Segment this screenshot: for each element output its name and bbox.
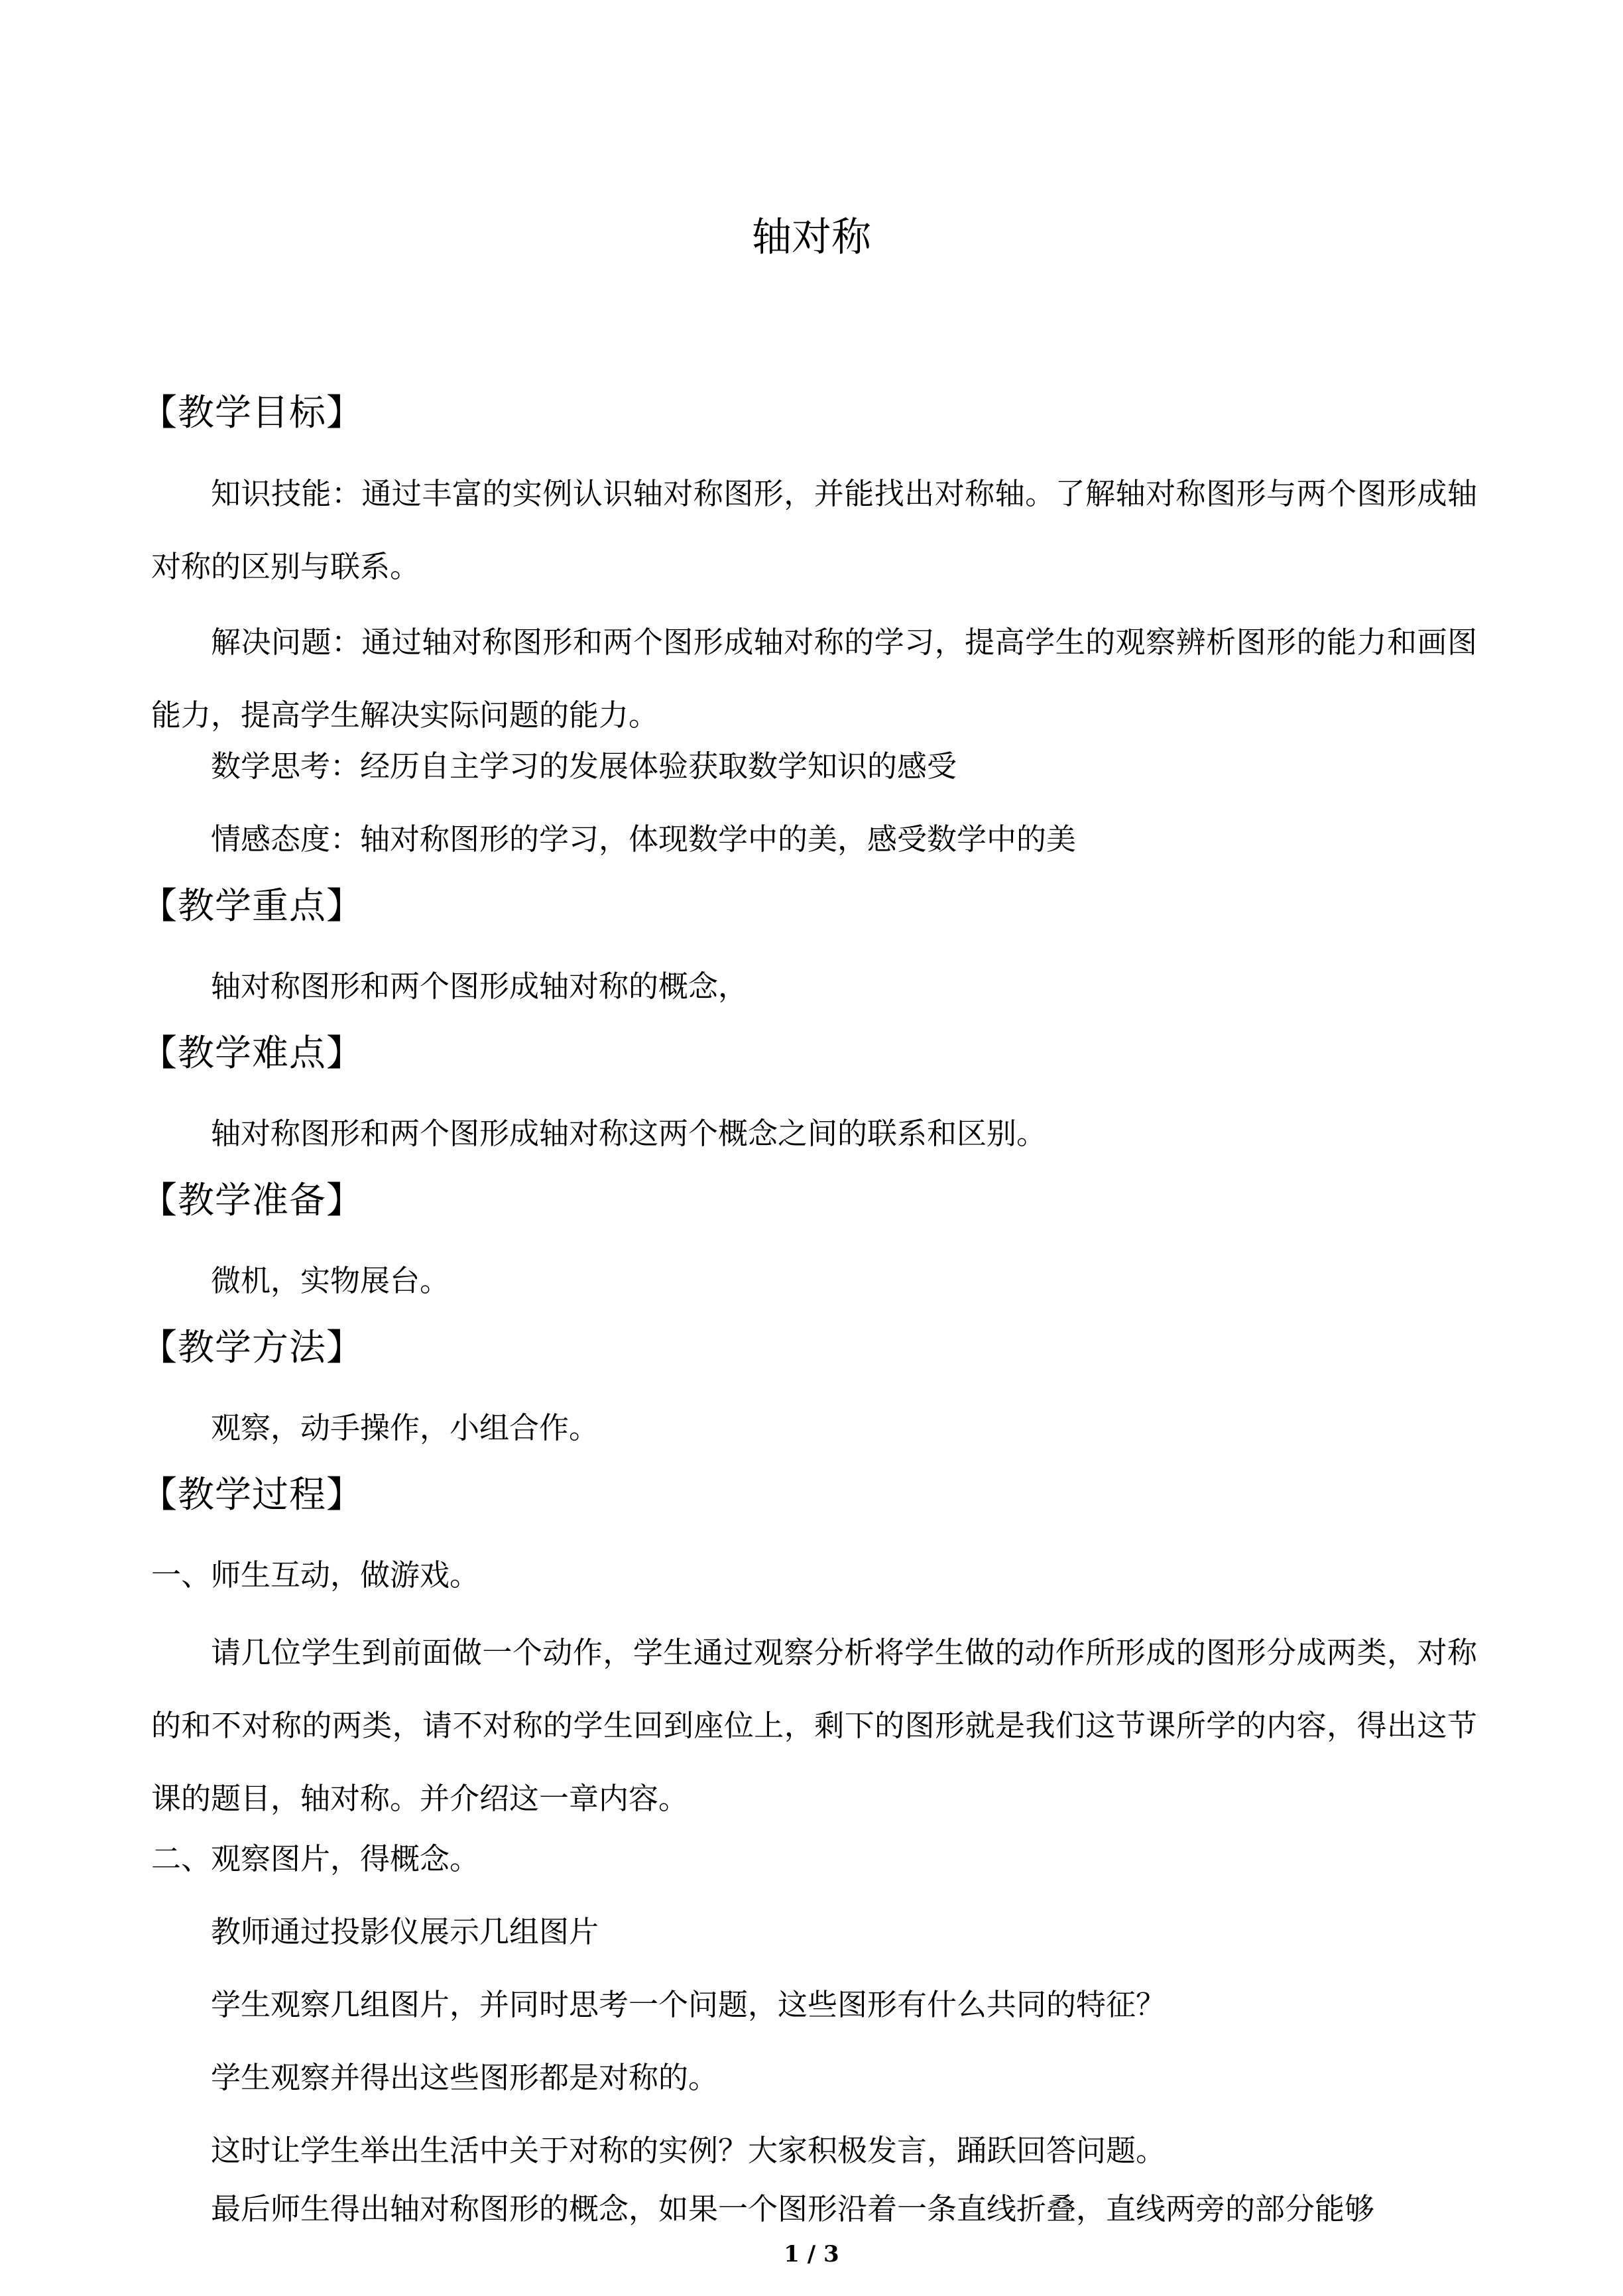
process-step2-paragraph-1: 教师通过投影仪展示几组图片: [211, 1914, 599, 1949]
heading-key-points: 【教学重点】: [141, 884, 364, 927]
heading-preparation: 【教学准备】: [141, 1179, 364, 1221]
paragraph-preparation: 微机，实物展台。: [211, 1263, 450, 1298]
process-step2-paragraph-4: 这时让学生举出生活中关于对称的实例？大家积极发言，踊跃回答问题。: [211, 2133, 1166, 2168]
process-step2-paragraph-3: 学生观察并得出这些图形都是对称的。: [211, 2060, 719, 2095]
process-step1-title: 一、师生互动，做游戏。: [151, 1557, 480, 1593]
paragraph-knowledge-skills: 知识技能：通过丰富的实例认识轴对称图形，并能找出对称轴。了解轴对称图形与两个图形成轴对称的区别与联系。: [151, 476, 1477, 584]
paragraph-problem-solving: 解决问题：通过轴对称图形和两个图形成轴对称的学习，提高学生的观察辨析图形的能力和画图能力，提高学生解决实际问题的能力。: [151, 625, 1477, 733]
heading-teaching-goals: 【教学目标】: [141, 391, 364, 434]
paragraph-methods: 观察，动手操作，小组合作。: [211, 1410, 599, 1445]
process-step2-paragraph-5: 最后师生得出轴对称图形的概念，如果一个图形沿着一条直线折叠，直线两旁的部分能够: [211, 2191, 1375, 2226]
heading-methods: 【教学方法】: [141, 1326, 364, 1368]
paragraph-math-thinking: 数学思考：经历自主学习的发展体验获取数学知识的感受: [211, 749, 957, 784]
heading-process: 【教学过程】: [141, 1473, 364, 1516]
paragraph-difficulties: 轴对称图形和两个图形成轴对称这两个概念之间的联系和区别。: [211, 1116, 1047, 1151]
heading-difficulties: 【教学难点】: [141, 1032, 364, 1074]
process-step1-paragraph: 请几位学生到前面做一个动作，学生通过观察分析将学生做的动作所形成的图形分成两类，对称的和不对称的两类，请不对称的学生回到座位上，剩下的图形就是我们这节课所学的内容，得出这节课的题目，轴对称。并介绍这一章内容。: [151, 1635, 1477, 1816]
document-title: 轴对称: [752, 214, 871, 261]
process-step2-paragraph-2: 学生观察几组图片，并同时思考一个问题，这些图形有什么共同的特征？: [211, 1987, 1166, 2022]
paragraph-emotional-attitude: 情感态度：轴对称图形的学习，体现数学中的美，感受数学中的美: [211, 821, 1077, 857]
paragraph-key-points: 轴对称图形和两个图形成轴对称的概念，: [211, 969, 749, 1004]
page-number: 1 / 3: [784, 2241, 839, 2267]
process-step2-title: 二、观察图片，得概念。: [151, 1841, 480, 1876]
